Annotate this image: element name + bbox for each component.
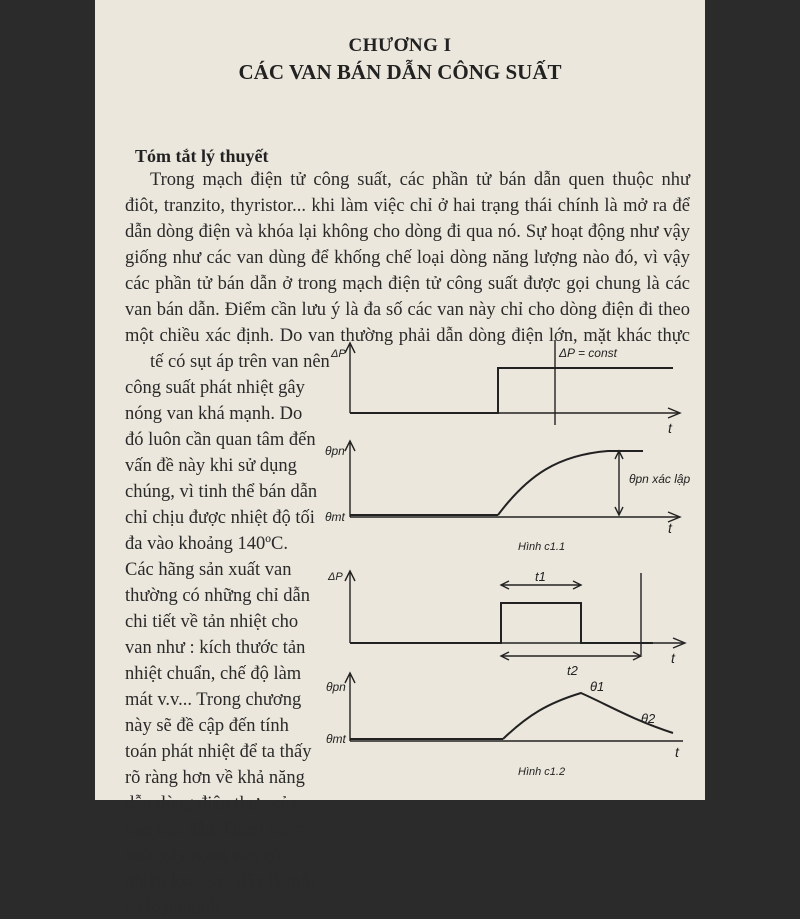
paragraph-line: mát v.v... Trong chương: [125, 690, 302, 710]
paragraph-line: nhiều loại, sau đây là một: [125, 872, 316, 892]
fig2-tb-label: t: [675, 744, 679, 760]
fig2-pulse-line: [350, 603, 653, 643]
paragraph-line: Các hãng sản xuất van: [125, 560, 292, 580]
paragraph-line: số loại chính:: [125, 898, 225, 918]
chapter-title: CÁC VAN BÁN DẪN CÔNG SUẤT: [238, 60, 562, 84]
paragraph-line: giống như các van dùng để khống chế loại dòng năng lượng nào đó, vì vậy: [125, 248, 690, 268]
fig2-dp-label: ΔP: [328, 571, 343, 583]
paragraph-line: dẫn dòng điện thực của: [125, 794, 298, 814]
fig1-heating-curve: [498, 451, 643, 515]
paragraph-line: tế có sụt áp trên van nên: [150, 352, 330, 372]
paragraph-line: van như : kích thước tản: [125, 638, 306, 658]
paragraph-line: suất gây nóng van có: [125, 846, 282, 866]
paragraph-line: vấn đề này khi sử dụng: [125, 456, 297, 476]
fig1-theta-pn-label: θpn: [325, 444, 345, 458]
fig1-t-label: t: [668, 420, 672, 436]
fig2-t1-label: t1: [535, 569, 546, 584]
fig2-caption: Hình c1.2: [518, 766, 566, 778]
book-page: [95, 0, 705, 918]
paragraph-line: nhiệt chuẩn, chế độ làm: [125, 664, 302, 684]
paragraph-line: đó luôn cần quan tâm đến: [125, 430, 316, 450]
chapter-number: CHƯƠNG I: [348, 35, 452, 56]
paragraph-line: Trong mạch điện tử công suất, các phần tử bán dẫn quen thuộc như: [150, 170, 690, 190]
paragraph-line: nóng van khá mạnh. Do: [125, 404, 303, 424]
fig2-theta2-label: θ2: [641, 711, 656, 726]
fig1-theta-mt-label: θmt: [325, 510, 345, 524]
paragraph-line: toán phát nhiệt để ta thấy: [125, 742, 312, 762]
paragraph-line: chỉ chịu được nhiệt độ tối: [125, 508, 315, 528]
paragraph-line: đa vào khoảng 140ºC.: [125, 534, 288, 554]
fig2-theta-mt-label: θmt: [326, 732, 346, 746]
fig1-const-label: ΔP = const: [559, 346, 617, 360]
paragraph-line: một chiều xác định. Do van thường phải dẫn dòng điện lớn, mặt khác thực: [125, 326, 690, 346]
paragraph-line: thường có những chỉ dẫn: [125, 586, 310, 606]
paragraph-line: chi tiết về tản nhiệt cho: [125, 612, 299, 632]
fig2-t2-label: t2: [567, 663, 578, 678]
fig1-dp-step-line: [350, 368, 673, 413]
paragraph-line: công suất phát nhiệt gây: [125, 378, 305, 398]
section-title: Tóm tắt lý thuyết: [135, 146, 269, 166]
fig2-theta1-label: θ1: [590, 679, 605, 694]
fig1-caption: Hình c1.1: [518, 541, 566, 553]
paragraph-line: điôt, tranzito, thyristor... khi làm việc chỉ ở hai trạng thái chính là mở ra để: [125, 196, 690, 216]
fig1-dp-label: ΔP: [331, 348, 346, 360]
paragraph-line: chúng, vì tinh thể bán dẫn: [125, 482, 318, 502]
paragraph-line: này sẽ đề cập đến tính: [125, 716, 289, 736]
fig1-steady-label: θpn xác lập: [629, 472, 691, 486]
paragraph-line: van bán dẫn. Điểm cần lưu ý là đa số các van này chỉ cho dòng điện đi theo: [125, 300, 690, 320]
paragraph-line: van bán dẫn. Dạng cộng: [125, 820, 305, 840]
fig2-t-label: t: [671, 650, 675, 666]
fig2-theta-pn-label: θpn: [326, 680, 346, 694]
paragraph-line: các phần tử bán dẫn ở trong mạch điện tử công suất được gọi chung là các: [125, 274, 690, 294]
fig1-t2-label: t: [668, 520, 672, 536]
paragraph-line: rõ ràng hơn về khả năng: [125, 768, 305, 788]
paragraph-line: dẫn dòng điện và khóa lại không cho dòng đi qua nó. Sự hoạt động như vậy: [125, 222, 690, 242]
figure-c1-1-and-c1-2: [323, 325, 693, 795]
